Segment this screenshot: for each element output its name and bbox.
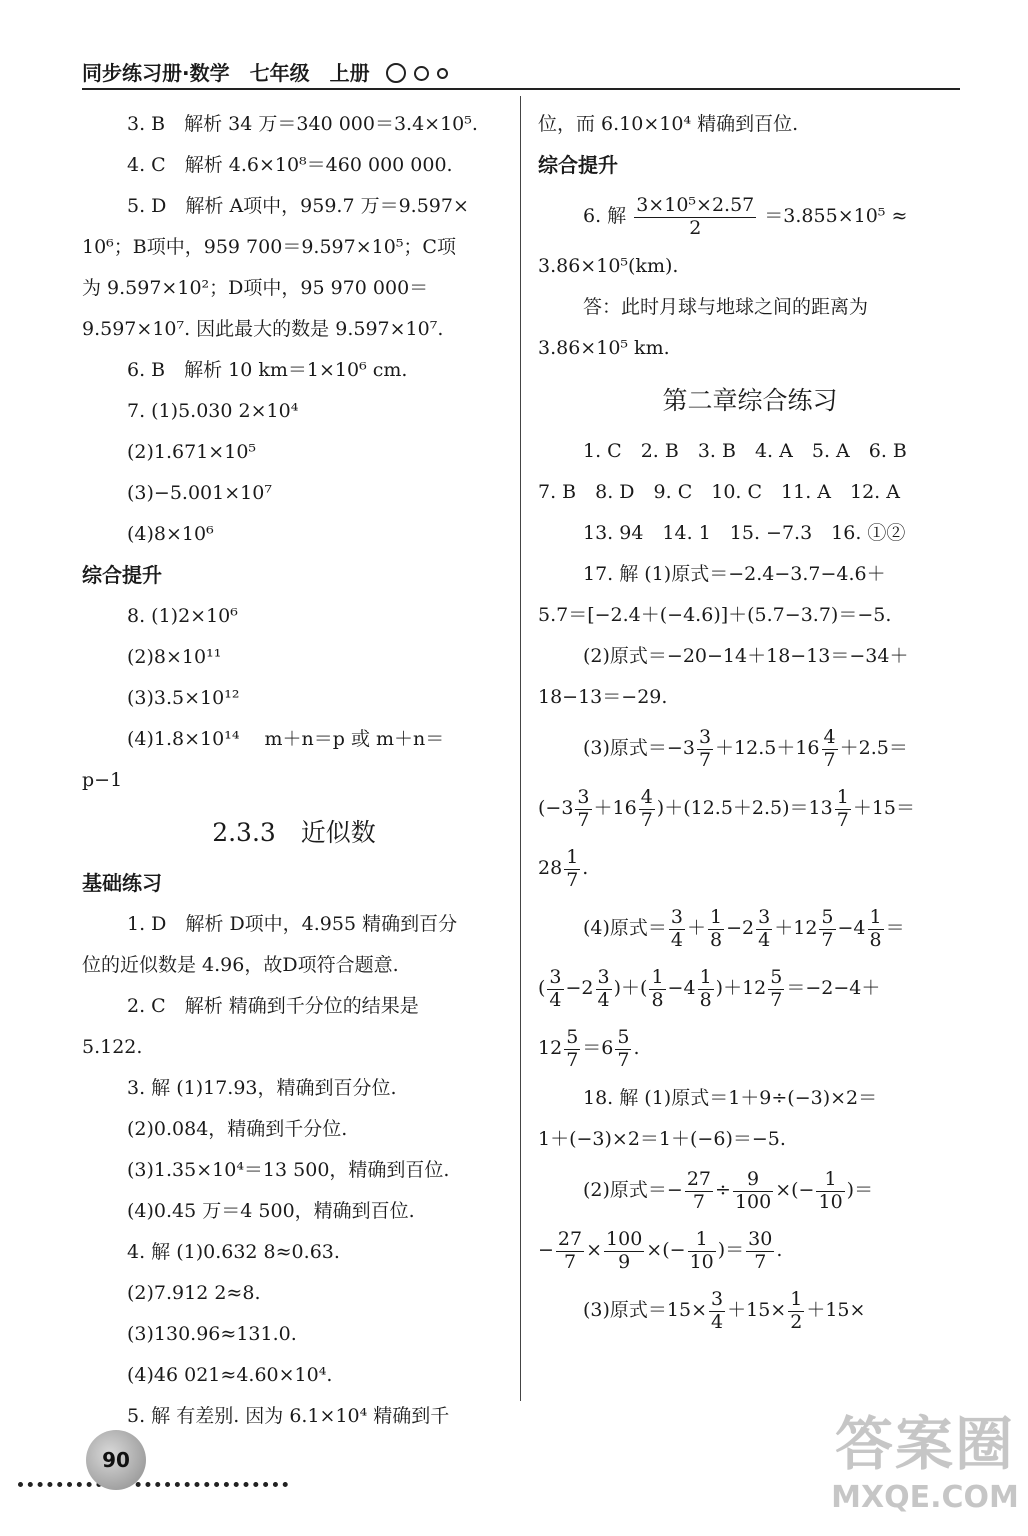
answer-line: 3. 解 (1)17.93，精确到百分位. (127, 1077, 397, 1099)
answer-line: 4. C 解析 4.6×10⁸＝460 000 000. (127, 154, 453, 176)
math-line: (2)原式＝− $\frac{27}{7}$ ÷ $\frac{9}{100}$ ×(− $\frac{1}{10}$ )＝ (583, 1167, 874, 1213)
page-header (82, 58, 960, 90)
answer-line: 5.7＝[−2.4＋(−4.6)]＋(5.7−3.7)＝−5. (538, 604, 892, 626)
answer-line: (2)原式＝−20−14＋18−13＝−34＋ (583, 645, 909, 667)
section-heading: 综合提升 (538, 153, 618, 177)
left-column (82, 104, 506, 1437)
section-heading: 综合提升 (82, 563, 162, 587)
answer-line: 17. 解 (1)原式＝−2.4−3.7−4.6＋ (583, 563, 886, 585)
answer-line: (3)−5.001×10⁷ (127, 482, 272, 504)
answer-line: (3)1.35×10⁴＝13 500，精确到百位. (127, 1159, 450, 1181)
answer-line: 5. D 解析 A项中，959.7 万＝9.597× (127, 195, 469, 217)
answer-line: 5. 解 有差别. 因为 6.1×10⁴ 精确到千 (127, 1405, 450, 1427)
answer-line: 7. (1)5.030 2×10⁴ (127, 400, 299, 422)
math-line: (3)原式＝15× $\frac{3}{4}$ ＋15× $\frac{1}{2}$ ＋15× (583, 1287, 866, 1333)
answer-line: 答：此时月球与地球之间的距离为 (583, 296, 869, 318)
answer-line: 1. D 解析 D项中，4.955 精确到百分 (127, 913, 458, 935)
column-divider (520, 96, 521, 1401)
answer-text: ＝3.855×10⁵ ≈ (764, 205, 908, 227)
answer-line: 18. 解 (1)原式＝1＋9÷(−3)×2＝ (583, 1087, 878, 1109)
answer-line: 为 9.597×10²；D项中，95 970 000＝ (82, 277, 429, 299)
answer-line: 18−13＝−29. (538, 686, 668, 708)
answer-line: 6. B 解析 10 km＝1×10⁶ cm. (127, 359, 408, 381)
math-line: − $\frac{27}{7}$ × $\frac{100}{9}$ ×(− $\frac{1}{10}$ )＝ $\frac{30}{7}$ . (538, 1227, 783, 1273)
answer-line: 5.122. (82, 1036, 143, 1058)
answer-line: 3.86×10⁵(km). (538, 255, 679, 277)
answer-line: 10⁶；B项中，959 700＝9.597×10⁵；C项 (82, 236, 456, 258)
math-line: (4)原式＝ $\frac{3}{4}$ ＋ $\frac{1}{8}$ −2 $\frac{3}{4}$ ＋12 $\frac{5}{7}$ −4 $\frac{1}{8}$ ＝ (583, 905, 905, 951)
answer-line: 4. 解 (1)0.632 8≈0.63. (127, 1241, 340, 1263)
answer-line: (2)7.912 2≈8. (127, 1282, 261, 1304)
answer-line: (3)3.5×10¹² (127, 687, 240, 709)
header-title: 同步练习册·数学 七年级 上册 (82, 61, 370, 85)
footer-dotted-line (18, 1482, 288, 1487)
answer-line: 1＋(−3)×2＝1＋(−6)＝−5. (538, 1128, 786, 1150)
answer-label: 6. 解 (583, 205, 627, 227)
answer-line: (4)0.45 万＝4 500，精确到百位. (127, 1200, 415, 1222)
answer-line: 3. B 解析 34 万＝340 000＝3.4×10⁵. (127, 113, 478, 135)
math-line: 12 $\frac{5}{7}$ ＝6 $\frac{5}{7}$ . (538, 1025, 640, 1071)
answer-line: 3.86×10⁵ km. (538, 337, 670, 359)
fraction-denominator: 2 (689, 216, 702, 239)
header-dots (386, 63, 448, 83)
answer-line: p−1 (82, 769, 123, 791)
fraction-numerator: 3×10⁵×2.57 (636, 193, 755, 216)
watermark-logo: 答案圈 MXQE.COM (831, 1410, 1019, 1515)
section-heading: 基础练习 (82, 871, 162, 895)
chapter-title: 第二章综合练习 (662, 386, 838, 415)
math-line: (3)原式＝−3 $\frac{3}{7}$ ＋12.5＋16 $\frac{4}{7}$ ＋2.5＝ (583, 725, 908, 771)
answer-line: (3)130.96≈131.0. (127, 1323, 297, 1345)
answer-line (538, 186, 962, 246)
answer-line: 8. (1)2×10⁶ (127, 605, 238, 627)
answer-line: (2)0.084，精确到千分位. (127, 1118, 348, 1140)
answer-line: (4)8×10⁶ (127, 523, 214, 545)
subsection-title: 2.3.3 近似数 (212, 818, 376, 847)
math-line: (−3 $\frac{3}{7}$ ＋16 $\frac{4}{7}$ )＋(12.5＋2.5)＝13 $\frac{1}{7}$ ＋15＝ (538, 785, 916, 831)
answer-line: (4)46 021≈4.60×10⁴. (127, 1364, 333, 1386)
answer-key-row: 1. C 2. B 3. B 4. A 5. A 6. B (583, 440, 907, 462)
math-line: ( $\frac{3}{4}$ −2 $\frac{3}{4}$ )＋( $\frac{1}{8}$ −4 $\frac{1}{8}$ )＋12 $\frac{5}{7}$ ＝−2−4＋ (538, 965, 881, 1011)
answer-line: 位，而 6.10×10⁴ 精确到百位. (538, 113, 799, 135)
fraction (634, 195, 756, 240)
page-footer (18, 1430, 288, 1500)
math-line: 28 $\frac{1}{7}$ . (538, 845, 589, 891)
answer-line: (2)1.671×10⁵ (127, 441, 257, 463)
answer-line: 位的近似数是 4.96，故D项符合题意. (82, 954, 399, 976)
answer-line: 9.597×10⁷. 因此最大的数是 9.597×10⁷. (82, 318, 444, 340)
right-column (538, 104, 962, 1340)
answer-line: (4)1.8×10¹⁴ m＋n＝p 或 m＋n＝ (127, 728, 445, 750)
answer-key-row: 13. 94 14. 1 15. −7.3 16. ①② (583, 522, 906, 544)
answer-line: 2. C 解析 精确到千分位的结果是 (127, 995, 419, 1017)
page-number: 90 (86, 1430, 146, 1490)
answer-line: (2)8×10¹¹ (127, 646, 222, 668)
answer-key-row: 7. B 8. D 9. C 10. C 11. A 12. A (538, 481, 900, 503)
